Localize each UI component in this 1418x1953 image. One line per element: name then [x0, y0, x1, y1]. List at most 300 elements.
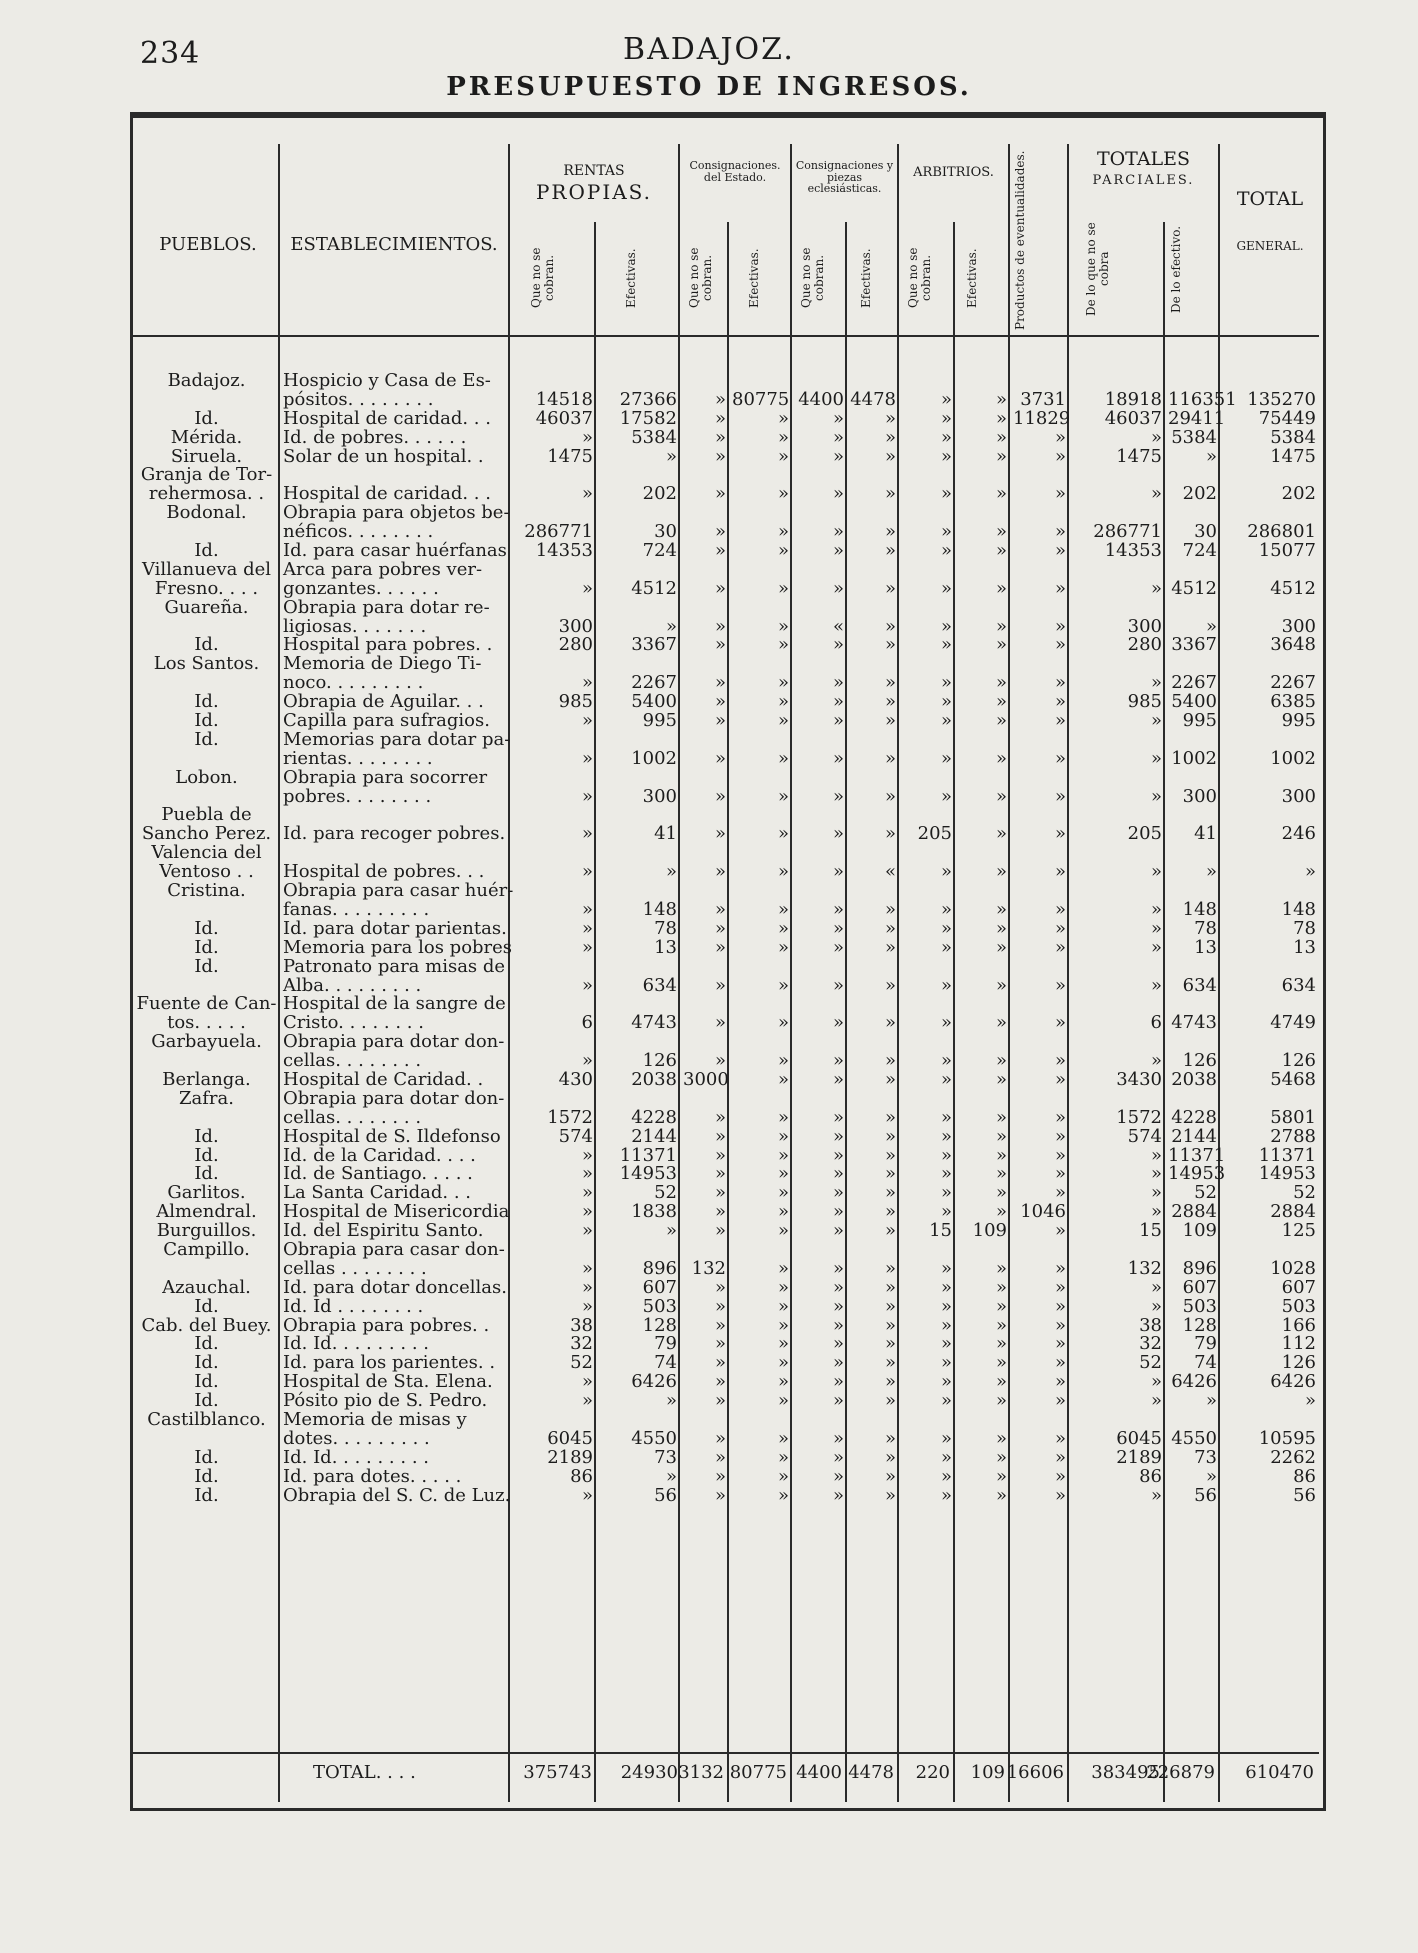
table-row	[133, 448, 1319, 467]
value-cell: »	[581, 974, 593, 996]
value-cell: 128	[642, 1314, 677, 1336]
value-cell: »	[777, 936, 789, 958]
value-cell: »	[714, 521, 726, 543]
value-cell: »	[940, 1352, 952, 1374]
value-cell	[1165, 731, 1220, 750]
value-cell	[1220, 599, 1319, 618]
value-cell	[847, 731, 899, 750]
value-cell: »	[581, 1163, 593, 1185]
value-cell: »	[884, 898, 896, 920]
value-cell: »	[777, 1144, 789, 1166]
pueblo-cell: Id.	[194, 728, 219, 750]
establecimiento-cell: Obrapia para pobres. .	[283, 1314, 490, 1336]
value-cell: »	[995, 1390, 1007, 1412]
value-cell: 148	[1281, 898, 1316, 920]
value-cell: 11829	[1013, 407, 1071, 429]
value-cell: 286771	[524, 521, 593, 543]
value-cell: 4228	[631, 1106, 677, 1128]
header-parciales: PARCIALES.	[1092, 173, 1195, 188]
pueblo-cell: Garbayuela.	[151, 1031, 262, 1053]
value-cell: 280	[1127, 634, 1162, 656]
value-cell: »	[832, 1163, 844, 1185]
value-cell: »	[940, 1163, 952, 1185]
value-cell: »	[714, 388, 726, 410]
value-cell: »	[1150, 710, 1162, 732]
value-cell: »	[1054, 1465, 1066, 1487]
value-cell: 15	[929, 1220, 952, 1242]
value-cell: »	[832, 407, 844, 429]
value-cell: »	[1054, 1276, 1066, 1298]
value-cell: 1475	[1270, 445, 1316, 467]
header-bottom-rule	[133, 335, 1319, 337]
establecimiento-cell: Hospital de la sangre de	[283, 993, 506, 1015]
pueblo-cell: Mérida.	[170, 426, 243, 448]
value-cell: »	[832, 936, 844, 958]
value-cell: »	[777, 785, 789, 807]
value-cell: »	[1054, 1371, 1066, 1393]
table-row	[133, 580, 1319, 599]
value-cell: 724	[1182, 540, 1217, 562]
value-cell: 18918	[1104, 388, 1162, 410]
value-cell: 128	[1182, 1314, 1217, 1336]
value-cell: »	[832, 1182, 844, 1204]
value-cell: »	[714, 974, 726, 996]
value-cell: »	[1054, 747, 1066, 769]
value-cell: 607	[1281, 1276, 1316, 1298]
totals-value: 610470	[1245, 1762, 1314, 1783]
value-cell: »	[714, 577, 726, 599]
value-cell: 6426	[631, 1371, 677, 1393]
value-cell: 574	[1127, 1125, 1162, 1147]
value-cell: »	[581, 861, 593, 883]
value-cell: »	[1150, 917, 1162, 939]
establecimiento-cell: pobres. . . . . . . .	[283, 785, 432, 807]
value-cell: 2884	[1270, 1201, 1316, 1223]
value-cell: »	[1150, 898, 1162, 920]
value-cell: 6045	[547, 1427, 593, 1449]
header-consignaciones-piezas: Consignaciones y piezas eclesiásticas.	[795, 159, 894, 196]
value-cell: »	[940, 1333, 952, 1355]
value-cell: 14953	[619, 1163, 677, 1185]
value-cell: 6426	[1270, 1371, 1316, 1393]
value-cell: 246	[1281, 823, 1316, 845]
pueblo-cell	[133, 391, 280, 410]
value-cell	[680, 769, 729, 788]
pueblo-cell: Id.	[194, 691, 219, 713]
establecimiento-cell: Obrapia para casar don-	[283, 1238, 505, 1260]
value-cell	[955, 769, 1010, 788]
totals-value: 16606	[1006, 1762, 1064, 1783]
value-cell: 126	[642, 1050, 677, 1072]
value-cell: 125	[1281, 1220, 1316, 1242]
value-cell: 78	[1293, 917, 1316, 939]
value-cell: »	[714, 861, 726, 883]
value-cell	[729, 561, 792, 580]
table-row	[133, 750, 1319, 769]
value-cell: »	[581, 672, 593, 694]
totals-label: TOTAL. . . .	[313, 1762, 416, 1783]
value-cell: »	[581, 577, 593, 599]
value-cell: »	[884, 823, 896, 845]
value-cell: 135270	[1247, 388, 1316, 410]
value-cell: »	[995, 861, 1007, 883]
value-cell: »	[884, 785, 896, 807]
table-row	[133, 1128, 1319, 1147]
value-cell: »	[940, 483, 952, 505]
establecimiento-cell: Id. Id. . . . . . . . .	[283, 1333, 429, 1355]
value-cell: »	[940, 1012, 952, 1034]
value-cell: »	[940, 388, 952, 410]
value-cell: »	[1150, 1276, 1162, 1298]
value-cell: »	[832, 1068, 844, 1090]
value-cell: »	[940, 577, 952, 599]
value-cell: »	[777, 1106, 789, 1128]
value-cell: »	[714, 634, 726, 656]
value-cell: »	[581, 426, 593, 448]
value-cell: »	[940, 1144, 952, 1166]
value-cell	[955, 561, 1010, 580]
pueblo-cell: Guareña.	[164, 596, 249, 618]
value-cell: 5468	[1270, 1068, 1316, 1090]
value-cell: 73	[1194, 1446, 1217, 1468]
value-cell: »	[714, 823, 726, 845]
establecimiento-cell: Id. para casar huérfanas	[283, 540, 507, 562]
value-cell: »	[581, 483, 593, 505]
value-cell	[680, 1090, 729, 1109]
value-cell: »	[1150, 1371, 1162, 1393]
value-cell: 300	[1281, 785, 1316, 807]
establecimiento-cell: Hospital de Sta. Elena.	[283, 1371, 493, 1393]
value-cell: 1475	[1116, 445, 1162, 467]
value-cell: »	[940, 1295, 952, 1317]
establecimiento-cell: Id. para dotar parientas.	[283, 917, 507, 939]
pueblo-cell	[133, 1430, 280, 1449]
value-cell: 52	[654, 1182, 677, 1204]
value-cell: »	[1054, 672, 1066, 694]
value-cell: »	[714, 747, 726, 769]
value-cell: »	[940, 1390, 952, 1412]
value-cell: »	[940, 1106, 952, 1128]
value-cell: 13	[654, 936, 677, 958]
value-cell: »	[884, 1484, 896, 1506]
pueblo-cell: Garlitos.	[167, 1182, 246, 1204]
value-cell: 3648	[1270, 634, 1316, 656]
value-cell: »	[884, 1012, 896, 1034]
pueblo-cell: Id.	[194, 540, 219, 562]
value-cell: »	[884, 1201, 896, 1223]
value-cell: 286771	[1093, 521, 1162, 543]
value-cell	[729, 769, 792, 788]
value-cell: »	[940, 691, 952, 713]
value-cell: »	[884, 974, 896, 996]
value-cell: »	[581, 1295, 593, 1317]
value-cell: »	[995, 1371, 1007, 1393]
value-cell: 56	[654, 1484, 677, 1506]
value-cell: »	[1054, 823, 1066, 845]
value-cell: »	[832, 1371, 844, 1393]
value-cell: »	[777, 540, 789, 562]
value-cell: »	[1054, 936, 1066, 958]
establecimiento-cell: Obrapia del S. C. de Luz.	[283, 1484, 511, 1506]
value-cell: 74	[654, 1352, 677, 1374]
value-cell: »	[940, 540, 952, 562]
value-cell: »	[777, 1446, 789, 1468]
pueblo-cell: Fuente de Can-	[136, 993, 277, 1015]
value-cell: 995	[1281, 710, 1316, 732]
value-cell: »	[714, 1371, 726, 1393]
value-cell: »	[777, 1371, 789, 1393]
value-cell	[510, 769, 596, 788]
subheader-estado-efectivas: Efectivas.	[747, 248, 761, 308]
value-cell: »	[832, 1333, 844, 1355]
value-cell: »	[995, 1068, 1007, 1090]
value-cell: 300	[558, 615, 593, 637]
value-cell: »	[940, 1257, 952, 1279]
value-cell: »	[832, 1106, 844, 1128]
value-cell: »	[714, 1484, 726, 1506]
value-cell: »	[714, 1050, 726, 1072]
value-cell: »	[581, 1390, 593, 1412]
table-row	[133, 1260, 1319, 1279]
value-cell: »	[940, 445, 952, 467]
value-cell: »	[1054, 1125, 1066, 1147]
value-cell	[510, 958, 596, 977]
pueblo-cell: Zafra.	[179, 1087, 234, 1109]
subheader-piezas-no-cobran: Que no se cobran.	[799, 247, 827, 309]
subheader-eventualidades: Productos de eventualidades.	[1013, 150, 1027, 330]
value-cell: »	[940, 615, 952, 637]
subheader-rentas-no-cobran: Que no se cobran.	[529, 247, 557, 309]
value-cell: 80775	[732, 388, 790, 410]
value-cell: 985	[558, 691, 593, 713]
establecimiento-cell: Cristo. . . . . . . .	[283, 1012, 424, 1034]
value-cell: 1002	[1171, 747, 1217, 769]
value-cell	[955, 731, 1010, 750]
establecimiento-cell: Obrapia para objetos be-	[283, 502, 510, 524]
value-cell: 985	[1127, 691, 1162, 713]
value-cell	[680, 731, 729, 750]
value-cell	[596, 958, 680, 977]
value-cell: »	[1054, 1182, 1066, 1204]
value-cell: »	[581, 1276, 593, 1298]
value-cell: »	[1150, 1050, 1162, 1072]
value-cell: 14953	[1258, 1163, 1316, 1185]
value-cell	[1069, 561, 1165, 580]
value-cell: »	[714, 1390, 726, 1412]
value-cell: »	[714, 710, 726, 732]
value-cell: »	[940, 1050, 952, 1072]
value-cell: 634	[1281, 974, 1316, 996]
value-cell: »	[940, 917, 952, 939]
value-cell	[899, 1090, 955, 1109]
table-row	[133, 599, 1319, 618]
value-cell: »	[714, 1220, 726, 1242]
value-cell: »	[1205, 615, 1217, 637]
value-cell: »	[1150, 747, 1162, 769]
value-cell: »	[995, 1163, 1007, 1185]
value-cell: »	[995, 426, 1007, 448]
value-cell: 1028	[1270, 1257, 1316, 1279]
value-cell: »	[995, 577, 1007, 599]
establecimiento-cell: noco. . . . . . . . .	[283, 672, 424, 694]
data-table	[133, 372, 1319, 1505]
value-cell: »	[995, 483, 1007, 505]
value-cell: »	[1054, 1333, 1066, 1355]
establecimiento-cell: Pósito pio de S. Pedro.	[283, 1390, 488, 1412]
value-cell: 78	[1194, 917, 1217, 939]
value-cell: »	[665, 1465, 677, 1487]
value-cell: »	[832, 1352, 844, 1374]
value-cell: »	[940, 974, 952, 996]
establecimiento-cell: La Santa Caridad. . .	[283, 1182, 471, 1204]
value-cell	[899, 731, 955, 750]
value-cell: 5400	[1171, 691, 1217, 713]
value-cell: »	[714, 615, 726, 637]
value-cell: »	[995, 1182, 1007, 1204]
value-cell: 56	[1293, 1484, 1316, 1506]
value-cell: »	[581, 747, 593, 769]
value-cell: 148	[642, 898, 677, 920]
value-cell: »	[1054, 710, 1066, 732]
value-cell: »	[1054, 861, 1066, 883]
value-cell: 116351	[1168, 388, 1237, 410]
pueblo-cell: tos. . . . .	[167, 1012, 246, 1034]
value-cell	[847, 769, 899, 788]
value-cell: »	[714, 1446, 726, 1468]
value-cell: 5400	[631, 691, 677, 713]
value-cell: 32	[1139, 1333, 1162, 1355]
value-cell: 126	[1281, 1352, 1316, 1374]
value-cell: »	[940, 747, 952, 769]
value-cell	[792, 958, 847, 977]
value-cell: »	[1304, 861, 1316, 883]
value-cell: »	[995, 1427, 1007, 1449]
value-cell: »	[832, 1295, 844, 1317]
table-row	[133, 1298, 1319, 1317]
establecimiento-cell: Hospital de pobres. . .	[283, 861, 485, 883]
value-cell: »	[777, 1201, 789, 1223]
value-cell: »	[665, 1220, 677, 1242]
value-cell: 3430	[1116, 1068, 1162, 1090]
value-cell: »	[777, 1314, 789, 1336]
value-cell: »	[777, 426, 789, 448]
value-cell: »	[884, 1050, 896, 1072]
header-establecimientos: ESTABLECIMIENTOS.	[290, 234, 498, 255]
value-cell: 112	[1281, 1333, 1316, 1355]
value-cell: »	[1054, 540, 1066, 562]
header-total: TOTAL	[1236, 188, 1304, 210]
pueblo-cell: Bodonal.	[166, 502, 247, 524]
value-cell: »	[884, 1068, 896, 1090]
value-cell: »	[714, 1201, 726, 1223]
pueblo-cell: Id.	[194, 710, 219, 732]
value-cell: »	[995, 1012, 1007, 1034]
value-cell: »	[884, 1333, 896, 1355]
value-cell	[847, 561, 899, 580]
value-cell: 27366	[619, 388, 677, 410]
value-cell: »	[1304, 1390, 1316, 1412]
value-cell: »	[995, 1201, 1007, 1223]
value-cell: 10595	[1258, 1427, 1316, 1449]
value-cell	[1069, 1090, 1165, 1109]
subheader-estado-no-cobran: Que no se cobran.	[687, 247, 715, 309]
value-cell: »	[1054, 445, 1066, 467]
header-arbitrios: ARBITRIOS.	[913, 165, 994, 180]
value-cell: »	[995, 691, 1007, 713]
value-cell: »	[777, 577, 789, 599]
value-cell: »	[832, 917, 844, 939]
value-cell: »	[884, 1276, 896, 1298]
value-cell: 5384	[1270, 426, 1316, 448]
value-cell: »	[1150, 1295, 1162, 1317]
value-cell: »	[832, 634, 844, 656]
value-cell	[680, 958, 729, 977]
value-cell: »	[884, 540, 896, 562]
value-cell: 13	[1293, 936, 1316, 958]
pueblo-cell: Lobon.	[175, 766, 238, 788]
value-cell: »	[940, 936, 952, 958]
value-cell: »	[995, 917, 1007, 939]
value-cell	[1165, 561, 1220, 580]
pueblo-cell: Azauchal.	[162, 1276, 251, 1298]
value-cell: 46037	[535, 407, 593, 429]
value-cell: »	[884, 1220, 896, 1242]
value-cell: »	[777, 861, 789, 883]
value-cell: 503	[1182, 1295, 1217, 1317]
value-cell	[729, 958, 792, 977]
value-cell: »	[995, 747, 1007, 769]
value-cell: »	[940, 1465, 952, 1487]
value-cell: »	[1054, 1068, 1066, 1090]
value-cell	[955, 958, 1010, 977]
value-cell: 132	[1127, 1257, 1162, 1279]
value-cell: »	[940, 426, 952, 448]
pueblo-cell: Id.	[194, 634, 219, 656]
value-cell	[510, 731, 596, 750]
value-cell: 4743	[1171, 1012, 1217, 1034]
value-cell	[1069, 731, 1165, 750]
value-cell: »	[884, 634, 896, 656]
value-cell: »	[714, 1163, 726, 1185]
value-cell: »	[832, 1465, 844, 1487]
table-row	[133, 788, 1319, 807]
value-cell: »	[777, 691, 789, 713]
value-cell: »	[1054, 1163, 1066, 1185]
value-cell: »	[581, 1182, 593, 1204]
pueblo-cell: rehermosa. .	[148, 483, 265, 505]
pueblo-cell: Id.	[194, 1390, 219, 1412]
value-cell: »	[1150, 672, 1162, 694]
value-cell: »	[995, 540, 1007, 562]
establecimiento-cell: ligiosas. . . . . . .	[283, 615, 427, 637]
establecimiento-cell: Id. Id . . . . . . . .	[283, 1295, 424, 1317]
value-cell: »	[1150, 785, 1162, 807]
value-cell: »	[995, 521, 1007, 543]
value-cell	[596, 731, 680, 750]
establecimiento-cell: Patronato para misas de	[283, 955, 506, 977]
value-cell: 2267	[631, 672, 677, 694]
establecimiento-cell: Id. de Santiago. . . . .	[283, 1163, 473, 1185]
value-cell: »	[940, 1314, 952, 1336]
value-cell	[792, 561, 847, 580]
value-cell: »	[1150, 1484, 1162, 1506]
value-cell	[1165, 958, 1220, 977]
value-cell	[1069, 958, 1165, 977]
value-cell	[1220, 958, 1319, 977]
value-cell: 6426	[1171, 1371, 1217, 1393]
value-cell: »	[581, 898, 593, 920]
value-cell: 503	[642, 1295, 677, 1317]
